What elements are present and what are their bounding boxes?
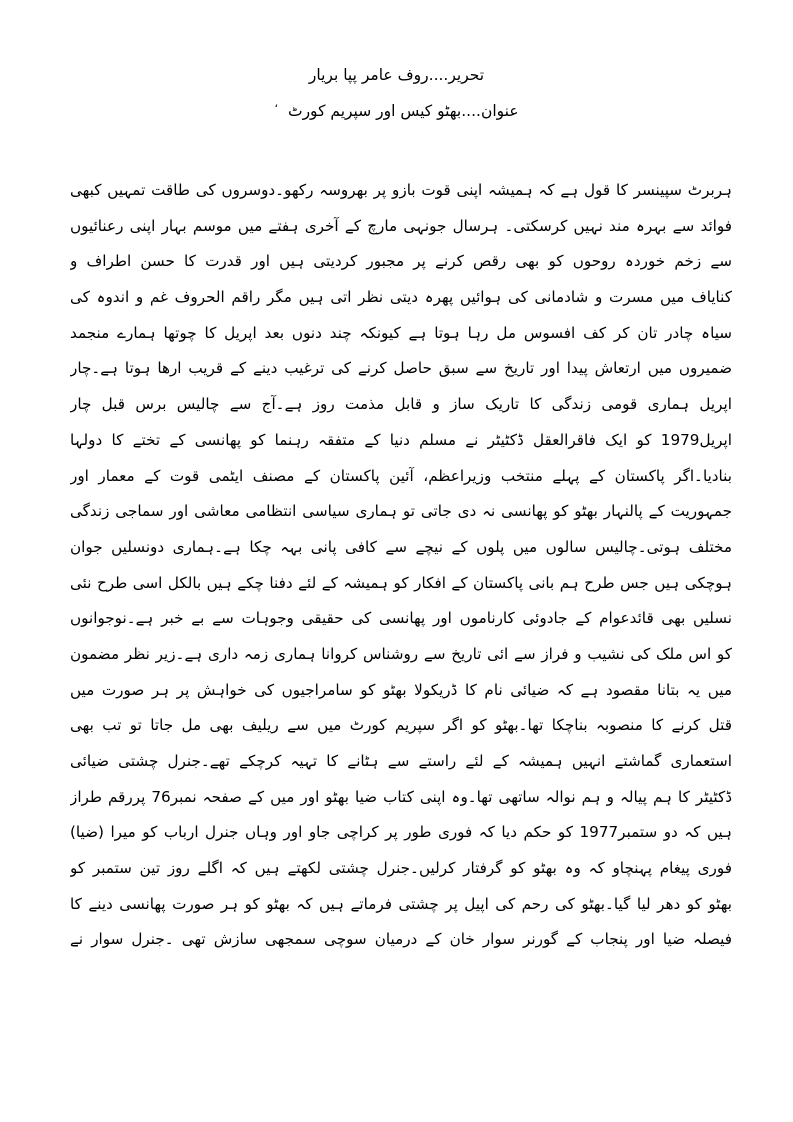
article-line: نسلیں بھی قائدعوام کے جادوئی کارناموں اور پھانسی کی حقیقی وجوہات سے بے خبر ہے۔نوجوانوں	[70, 609, 732, 628]
article-header	[0, 58, 793, 128]
article-line: کو اس ملک کی نشیب و فراز سے ائی تاریخ سے روشناس کروانا ہماری زمہ داری ہے۔زیر نظر مضمون	[70, 644, 732, 663]
title-mark: ،	[274, 97, 278, 110]
article-line: سے زخم خوردہ روحوں کو بھی رقص کرنے پر مجبور کردیتی ہیں اور قدرت کا حسن اطراف و	[70, 252, 732, 271]
article-line: استعماری گماشتے انہیں ہمیشہ کے لئے راستے سے ہٹانے کا تہیہ کرچکے تھے۔جنرل چشتی ضیائی	[70, 752, 732, 770]
article-line: ضمیروں میں ارتعاش پیدا اور تاریخ سے سبق حاصل کرنے کی ترغیب دینے کے قریب ارھا ہوتا ہے۔چار	[70, 359, 732, 378]
article-line: قتل کرنے کا منصوبہ بناچکا تھا۔بھٹو کو اگر سپریم کورٹ میں سے ریلیف بھی مل جاتا تو تب بھی	[70, 716, 732, 735]
article-line: ڈکٹیٹر کا ہم پیالہ و ہم نوالہ ساتھی تھا۔وہ اپنی کتاب ضیا بھٹو اور میں کے صفحہ نمبر76 پررقم طراز	[70, 787, 732, 806]
article-line: فیصلہ ضیا اور پنجاب کے گورنر سوار خان کے درمیان سوچی سمجھی سازش تھی ۔جنرل سوار نے	[70, 930, 732, 949]
article-line: سیاہ چادر تان کر کف افسوس مل رہا ہوتا ہے کیونکہ چند دنوں بعد اپریل کا چوتھا ہمارے منجمد	[70, 323, 732, 342]
article-line: فوائد سے بہرہ مند نہیں کرسکتی۔ ہرسال جونہی مارچ کے آخری ہفتے میں موسم بہار اپنی رعنائیوں	[70, 216, 732, 235]
article-line: بنادیا۔اگر پاکستان کے پہلے منتخب وزیراعظم، آئین پاکستان کے مصنف ایٹمی قوت کے معمار اور	[70, 466, 732, 485]
article-line: بھٹو کو دھر لیا گیا۔بھٹو کی رحم کی اپیل پر چشتی فرماتے ہیں کہ بھٹو کو ہر صورت پھانسی دینے کا	[70, 894, 732, 913]
article-line: اپریل ہماری قومی زندگی کا تاریک ساز و قابل مذمت روز ہے۔آج سے چالیس برس قبل چار	[70, 395, 732, 414]
article-line: فوری پیغام پہنچاو کہ وہ بھٹو کو گرفتار کرلیں۔جنرل چشتی لکھتے ہیں کہ اگلے روز تین ستمبر کو	[70, 859, 732, 878]
article-line: مختلف ہوتی۔چالیس سالوں میں پلوں کے نیچے سے کافی پانی بہہ چکا ہے۔ہماری دونسلیں جوان	[70, 537, 732, 556]
article-line: ہوچکی ہیں جس طرح ہم بانی پاکستان کے افکار کو ہمیشہ کے لئے دفنا چکے ہیں بالکل اسی طرح نئی	[70, 573, 732, 592]
article-line: ہیں کہ دو ستمبر1977 کو حکم دیا کہ فوری طور پر کراچی جاو اور وہاں جنرل ارباب کو میرا (ضیا)	[70, 823, 732, 842]
article-line: ہربرٹ سپینسر کا قول ہے کہ ہمیشہ اپنی قوت بازو پر بھروسہ رکھو۔دوسروں کی طاقت تمہیں کبھی	[70, 181, 732, 199]
article-line: کنایاف میں مسرت و شادمانی کی ہوائیں پھرہ دیتی نظر اتی ہیں مگر راقم الحروف غم و اندوہ کی	[70, 288, 732, 307]
title-text: عنوان....بھٹو کیس اور سپریم کورٹ	[287, 102, 519, 120]
article-line: اپریل1979 کو ایک فاقرالعقل ڈکٹیٹر نے مسلم دنیا کے متفقہ رہنما کو پھانسی کے تختے کا دولہا	[70, 430, 732, 449]
author-line: تحریر....روف عامر پپا بریار	[308, 66, 485, 84]
article-body	[70, 173, 732, 958]
article-line: جمہوریت کے پالنہار بھٹو کو پھانسی نہ دی جاتی تو ہماری سیاسی انتظامی معاشی اور سماجی زندگی	[70, 502, 732, 521]
title-line	[0, 94, 793, 128]
article-line: میں یہ بتانا مقصود ہے کہ ضیائی نام کا ڈریکولا بھٹو کو سامراجیوں کی خواہش پر ہر صورت میں	[70, 680, 732, 699]
